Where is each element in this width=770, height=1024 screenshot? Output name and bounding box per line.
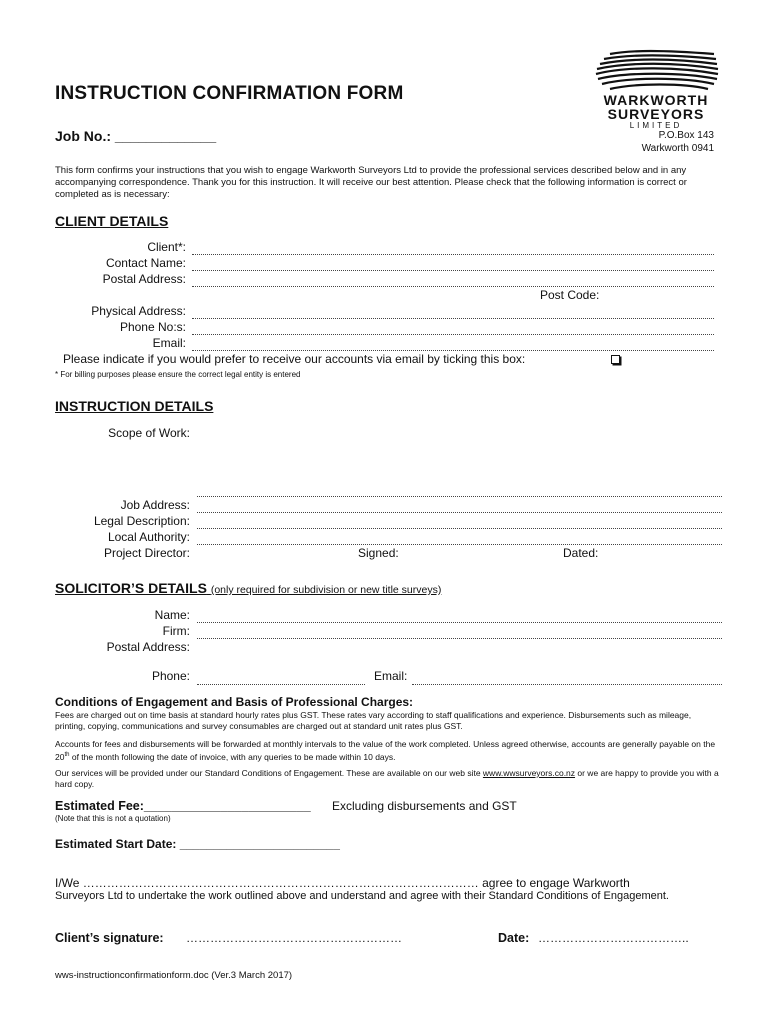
address-line2: Warkworth 0941 (641, 143, 714, 154)
dated-label: Dated: (563, 546, 599, 560)
address-line1: P.O.Box 143 (658, 130, 714, 141)
billing-footnote: * For billing purposes please ensure the correct legal entity is entered (55, 370, 301, 379)
signed-label: Signed: (358, 546, 399, 560)
conditions-services-paragraph (55, 768, 720, 790)
solicitor-name-field[interactable] (197, 622, 722, 623)
footer-doc-version: wws-instructionconfirmationform.doc (Ver.3 March 2017) (55, 970, 293, 981)
logo-text-line2: SURVEYORS (607, 106, 705, 122)
solicitor-firm-field[interactable] (197, 638, 722, 639)
company-logo (592, 48, 720, 130)
solicitor-subheading: (only required for subdivision or new title surveys) (210, 584, 442, 596)
logo-text-line1: WARKWORTH (603, 92, 709, 108)
date-field[interactable]: ……………………………….. (538, 931, 689, 945)
job-address-top-line (197, 496, 722, 497)
local-authority-field[interactable] (197, 544, 722, 545)
accounts-text-a: Accounts for fees and disbursements will be forwarded at monthly intervals to the value of the work completed. Unless agreed otherwise, accounts are generally payable on the 20 (55, 739, 716, 762)
project-director-label: Project Director: (103, 546, 190, 560)
scope-of-work-label: Scope of Work: (108, 426, 190, 440)
logo-text-line3: LIMITED (629, 121, 683, 130)
legal-description-field[interactable] (197, 528, 722, 529)
conditions-heading: Conditions of Engagement and Basis of Professional Charges: (55, 695, 414, 709)
solicitor-email-field[interactable] (412, 684, 722, 685)
solicitor-phone-field[interactable] (197, 684, 365, 685)
client-field[interactable] (192, 254, 714, 255)
client-label: Client*: (147, 240, 186, 254)
estimated-fee-field[interactable]: Estimated Fee:________________________ (55, 799, 311, 813)
job-address-field[interactable] (197, 512, 722, 513)
job-address-label: Job Address: (120, 498, 190, 512)
physical-address-label: Physical Address: (91, 304, 186, 318)
solicitor-heading-text: SOLICITOR’S DETAILS (55, 580, 207, 596)
client-signature-label: Client’s signature: (55, 931, 164, 945)
estimated-start-date-field[interactable]: Estimated Start Date: ________________________ (55, 837, 340, 851)
contact-name-field[interactable] (192, 270, 714, 271)
instruction-details-heading: INSTRUCTION DETAILS (55, 398, 214, 414)
email-preference-checkbox[interactable] (611, 355, 620, 364)
solicitor-phone-label: Phone: (151, 669, 190, 683)
intro-paragraph: This form confirms your instructions that you wish to engage Warkworth Surveyors Ltd to provide the professional services described below and in any accompanying correspondence. Thank you for this instruction. It will receive our best attention. Please check that the following information is correct or completed as is necessary: (55, 165, 687, 200)
excluding-disbursements-text: Excluding disbursements and GST (332, 799, 517, 813)
quotation-note: (Note that this is not a quotation) (55, 814, 171, 823)
website-link[interactable]: www.wwsurveyors.co.nz (482, 768, 576, 778)
email-field[interactable] (192, 350, 714, 351)
accounts-text-b: of the month following the date of invoice, with any queries to be made within 10 days. (69, 751, 396, 762)
scope-of-work-field[interactable] (196, 424, 722, 490)
solicitor-email-label: Email: (374, 669, 408, 683)
solicitor-firm-label: Firm: (162, 624, 190, 638)
solicitor-name-label: Name: (154, 608, 190, 622)
post-code-label: Post Code: (540, 288, 600, 302)
postal-address-label: Postal Address: (102, 272, 186, 286)
solicitor-details-heading (55, 580, 441, 596)
agreement-line1[interactable]: I/We ……………………………………………………………………………………… agree to engage Warkworth (55, 876, 630, 890)
phone-field[interactable] (192, 334, 714, 335)
services-text-b: or we are happy to provide you with a hard copy. (55, 768, 719, 789)
form-title: INSTRUCTION CONFIRMATION FORM (55, 83, 404, 104)
email-preference-text: Please indicate if you would prefer to receive our accounts via email by ticking this box: (63, 352, 526, 366)
logo-waves-icon (592, 48, 720, 92)
postal-address-field[interactable] (192, 286, 714, 287)
job-number-field[interactable]: Job No.: _____________ (55, 128, 217, 144)
local-authority-label: Local Authority: (107, 530, 190, 544)
contact-name-label: Contact Name: (105, 256, 186, 270)
agreement-line2: Surveyors Ltd to undertake the work outlined above and understand and agree with their Standard Conditions of Engagement. (55, 890, 669, 902)
legal-description-label: Legal Description: (93, 514, 190, 528)
phone-label: Phone No:s: (119, 320, 186, 334)
client-details-heading: CLIENT DETAILS (55, 213, 169, 229)
date-label: Date: (498, 931, 530, 945)
client-signature-field[interactable]: ……………………………………………… (186, 931, 402, 945)
conditions-fees-paragraph: Fees are charged out on time basis at standard hourly rates plus GST. These rates vary according to staff qualifications and experience. Disbursements such as mileage, printing, copying, communications and survey consumables are charged out at standard unit rates plus GST. (55, 710, 692, 731)
accounts-text-sup: th (64, 752, 70, 758)
email-label: Email: (152, 336, 186, 350)
services-text-a: Our services will be provided under our Standard Conditions of Engagement. These are available on our web site (55, 768, 483, 778)
physical-address-field[interactable] (192, 318, 714, 319)
solicitor-postal-label: Postal Address: (106, 640, 190, 654)
conditions-accounts-paragraph (55, 739, 720, 763)
